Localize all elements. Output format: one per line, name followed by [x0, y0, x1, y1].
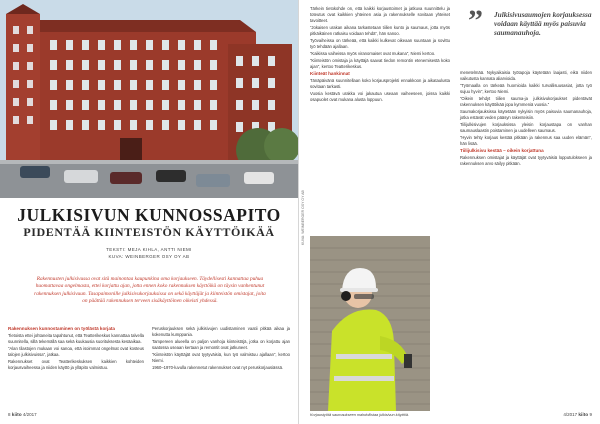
magazine-name: kiito: [11, 413, 22, 418]
body-paragraph: ”Työmaalla on tärkeää huomioida kaikki turvallisuusasiat, jotta työ sujuu hyvin”, kertoo Niemi.: [460, 83, 592, 94]
byline-photo: KUVA: WEINBERGER OSY OY AB: [108, 254, 190, 259]
body-paragraph: Peruskorjauksen sekä julkisivujen uudistaminen vaatii pitkää aikaa ja kokenutta kumppania.: [152, 326, 290, 337]
body-paragraph: Tampereen alueella on paljon vanhoja kiinteistöjä, jotka on korjattu ajan saatossa useaan kertaan ja remontit ovat jatkuneet.: [152, 339, 290, 350]
page-number: 8: [8, 412, 11, 417]
lead-paragraph: Rakennusten julkisivussa ovat sitä mainontaa kaupunkina oma korjaukseen. Täydellisesti kannattaa puhua huomattavaa ongelmasta, ettei korjattu ajan, jotta ennen koko rakennuksen käyttöikä on täysin vanhentunut rakennuksen julkisivuun. Tasapaimonille julkisivukorjauksissa on sekä käyttäjät ja kiinteistön omistajat, joita on päättää rakennuksen terveen sisäkäyttöinen oikeisti yhdessä.: [34, 276, 266, 304]
worker-photo: [310, 236, 430, 411]
photo-credit: KUVA: WEINBERGER OSY OY AB: [301, 190, 305, 245]
left-page: [0, 0, 299, 424]
body-paragraph: Tänäpäivänä suunnitellaan koko korjausprojekti ennakkoon ja aikataulusta sovitaan tarkasti.: [310, 78, 450, 89]
body-paragraph: ”Alan tilastojen mukaan voi sanoa, että isoimmat ongelmat ovat kosteus talojen julkisivuissa”, jatkaa.: [8, 346, 144, 357]
subheadline: PIDENTÄÄ KIINTEISTÖN KÄYTTÖIKÄÄ: [23, 225, 275, 239]
body-paragraph: ”Kiinteistön käyttäjät ovat tyytyväisiä, kun työ valmistuu ajallaan”, kertoo Niemi.: [152, 352, 290, 363]
body-paragraph: Rakennukset ovat Teatterikeskuksen kaikkien kohteiden korjausvaiheessa ja niiden käyttö ja ylläpito valmistuu.: [8, 359, 144, 370]
body-paragraph: 1960–1970-luvulla rakennetut rakennukset ovat nyt peruskorjausiässä.: [152, 365, 284, 370]
page-number: 9: [589, 412, 592, 417]
section-heading: Kiinteät hankinnat: [310, 71, 350, 76]
building-illustration: [0, 0, 298, 198]
body-paragraph: Tärkein tietokohde on, että kaikki korjaustoimet ja jatkuva suunnittelu ja toteutus ovat kaikkien yhteinen asia ja rakennukselle sovitaan yhteiset tavoitteet.: [310, 6, 450, 23]
issue-number: 4/2017: [563, 412, 578, 417]
magazine-name: kiito: [578, 413, 589, 418]
right-column-1: [310, 6, 450, 104]
quote-mark-icon: ”: [468, 4, 483, 37]
body-paragraph: Työvaiheissa on tärkeää, että kaikki kulkevat oikeaan suuntaan ja sovittu työ tehdään ajallaan.: [310, 37, 450, 49]
photo-caption: Korjaustyötä saumaukseen mahdollistaa julkisivun käyttöä.: [310, 413, 409, 417]
left-column-1: [8, 326, 144, 372]
body-paragraph: Tietoista ettei johtaneita tapahtunut, että Teatterikeskus kannattaa talvella suunnitella, sillä tekemällä saa sekä kuukausia suorituksesta kesäaikaa.: [8, 333, 144, 344]
worker-illustration: [310, 236, 430, 411]
body-paragraph: ”Kaikissa vaiheissa myös viranomaiset ovat mukana”, Niemi kertoo.: [310, 50, 436, 56]
headline: JULKISIVUN KUNNOSSAPITO: [17, 205, 281, 225]
body-paragraph: ”Kiinteistön omistaja ja käyttäjä saavat tiedon remontin etenemisestä koko ajan”, kertoo Teatterikeskus.: [310, 58, 450, 69]
body-paragraph: ”Oikein tehdyt tiilien sauma-ja julkisivukorjaukset pidentävät rakennuksen käyttöikää jopa kymmeniä vuosia.”: [460, 96, 592, 107]
building-photo: [0, 0, 298, 198]
right-footer: [563, 412, 592, 418]
issue-number: 4/2017: [22, 412, 37, 417]
left-column-2: [152, 326, 290, 372]
byline-text: TEKSTI: MEJA KIHLA, ANTTI NIEMI: [106, 247, 192, 252]
section-heading: Tiilijulkisivu kestää – oikein korjattuna: [460, 148, 544, 153]
pull-quote-text: Julkisivusaumojen korjauksessa voidaan käyttää myös paisuvia saumanauhoja.: [494, 10, 592, 38]
body-paragraph: ”Hyvin tehty korjaus kestää pitkään ja rakennus saa uuden elämän”, hän lisää.: [460, 135, 592, 146]
right-page: [300, 0, 600, 424]
article-title-block: [0, 205, 298, 260]
body-paragraph: ”Jokaisen urakan aikana tarkastetaan tiilien kunto ja saumaus, jotta myös pitkäikäinen ratkaisu voidaan tehdä”, hän sanoo.: [310, 24, 450, 36]
body-paragraph: Saumakorjauksissa käytetään nykyisin myös paisuvia saumanauhoja, jotka estävät veden pääsyn rakenteisiin.: [460, 109, 592, 120]
section-heading: Rakennuksen kunnostaminen on työlästä korjata: [8, 326, 115, 331]
body-paragraph: Vuosia kestävä urakka voi jakautua useaan vaiheeseen, joissa kaikki osapuolet ovat mukana alusta loppuun.: [310, 91, 450, 102]
body-paragraph: Tiilijulkisivujen korjauksissa yleisin korjaustapa on vanhan saumauslaastin poistaminen ja uudelleen saumaus.: [460, 122, 592, 133]
body-paragraph: menetelmää. Nykyaikaisia työtapoja käytetään laajasti, eikä niiden vaikutusta kannata aliarvioida.: [460, 70, 592, 81]
body-paragraph: Rakennuksen omistajat ja käyttäjät ovat tyytyväisiä lopputulokseen ja rakennuksen arvo säilyy pitkään.: [460, 155, 592, 166]
pull-quote: [468, 4, 592, 38]
left-footer: [8, 412, 37, 418]
right-column-2: [460, 70, 592, 168]
